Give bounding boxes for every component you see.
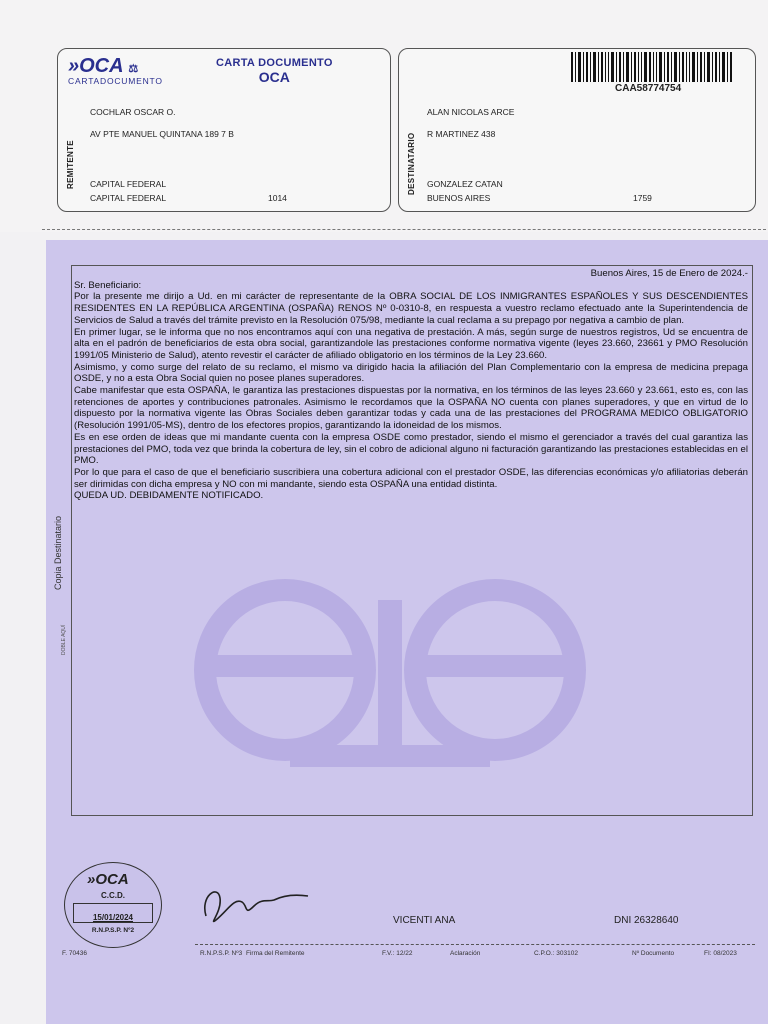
barcode (571, 52, 733, 82)
fold-label: DOBLE AQUÍ (61, 624, 67, 655)
chevron-logo-icon: » (68, 55, 80, 77)
letter-paragraph: Es en ese orden de ideas que mi mandante cuenta con la empresa OSDE como prestador, siendo el mismo el gerenciador a través del cual garantiza las prestaciones del PMO, toda vez que brinda la cobertura de ley, sin el cobro de adicional alguno ni facturación garantizando las prestaciones establecidas en el PMO. (74, 431, 748, 467)
logo-subtitle: CARTADOCUMENTO (68, 76, 163, 86)
signer-name: VICENTI ANA (393, 915, 456, 926)
recipient-name: ALAN NICOLAS ARCE (427, 107, 515, 117)
tracking-number: CAA58774754 (615, 83, 682, 94)
sender-province: CAPITAL FEDERAL (90, 193, 167, 203)
footer-aclaracion: Aclaración (450, 950, 481, 957)
oca-logo (68, 55, 163, 86)
recipient-label: DESTINATARIO (407, 132, 416, 195)
letter-body (74, 268, 748, 502)
letter-frame (71, 265, 753, 816)
footer-fi: FI: 08/2023 (704, 950, 737, 957)
recipient-address: R MARTINEZ 438 (427, 129, 496, 139)
signature-line (195, 944, 755, 945)
stamp-brand: »OCA (87, 871, 129, 888)
letter-date: Buenos Aires, 15 de Enero de 2024.- (590, 268, 748, 279)
title-line-1: CARTA DOCUMENTO (216, 57, 333, 69)
form-code: F. 70436 (62, 950, 87, 957)
letter-closing: QUEDA UD. DEBIDAMENTE NOTIFICADO. (74, 490, 264, 502)
sender-name: COCHLAR OSCAR O. (90, 107, 176, 117)
sender-box (57, 48, 391, 212)
sender-address: AV PTE MANUEL QUINTANA 189 7 B (90, 129, 234, 139)
sender-city: CAPITAL FEDERAL (90, 179, 167, 189)
signer-dni: DNI 26328640 (614, 915, 679, 926)
letter-paragraph: Por lo que para el caso de que el beneficiario suscribiera una cobertura adicional con el prestador OSDE, las diferencias económicas y/o afiliatorias deberán ser dirimidas con dicha empresa y NO con mi mandante, siendo esta OSPAÑA una entidad distinta. (74, 466, 748, 490)
envelope-header (0, 0, 768, 232)
chevron-logo-icon: » (87, 871, 96, 888)
footer-documento: Nº Documento (632, 950, 675, 957)
sender-postal-code: 1014 (268, 193, 287, 203)
scale-icon: ⚖ (128, 63, 139, 75)
letter-paragraph: Por la presente me dirijo a Ud. en mi carácter de representante de la OBRA SOCIAL DE LOS INMIGRANTES ESPAÑOLES Y SUS DESCENDIENTES RESIDENTES EN LA REPÚBLICA ARGENTINA (OSPAÑA) RENOS Nº 0-0310-8, en respuesta a vuestro reclamo efectuado ante la Superintendencia de Servicios de Salud a través del trámite previsto en la Resolución 075/98, mediante la cual reclama a su prepago por negativa a cambio de plan. (74, 291, 748, 326)
document-title (216, 57, 333, 85)
footer-firma: Firma del Remitente (246, 950, 305, 957)
letter-paragraph: Cabe manifestar que esta OSPAÑA, le garantiza las prestaciones dispuestas por la normativa, en los términos de las leyes 23.660 y 23.661, esto es, con las retenciones de aportes y contribuciones patronales. Asimismo le recordamos que la OSPAÑA NO cuenta con planes superadores, y que en virtud de lo dispuesto por la normativa vigente las Obras Sociales deben garantizar todas y cada una de las prestaciones del PROGRAMA MEDICO OBLIGATORIO (Resolución 1991/05-MS), dentro de los efectores propios, garantizando la idoneidad de los mismos. (74, 385, 748, 432)
letter-paragraph: Asimismo, y como surge del relato de su reclamo, el mismo va dirigido hacia la afiliación del Plan Complementario con la empresa de medicina prepaga OSDE, y no a esta Obra Social quien no posee planes superadores. (74, 361, 748, 385)
stamp-ccd: C.C.D. (101, 891, 125, 900)
letter-paragraph: En primer lugar, se le informa que no nos encontramos aquí con una negativa de prestación. A más, según surge de nuestros registros, Ud se encuentra de alta en el padrón de beneficiarios de esta obra social, garantizandole las prestaciones conforme normativa vigente (leyes 23.660, 23661 y PMO Resolución 1991/05 Ministerio de Salud), atento revestir el carácter de afiliado obligatorio en los términos de la Ley 23.660. (74, 326, 748, 361)
footer-rnpsp: R.N.P.S.P. Nº3 (200, 950, 243, 957)
recipient-city: GONZALEZ CATAN (427, 179, 503, 189)
recipient-postal-code: 1759 (633, 193, 652, 203)
recipient-box (398, 48, 756, 212)
stamp-rnpsp: R.N.P.S.P. Nº2 (91, 927, 135, 934)
footer-cpo: C.P.O.: 303102 (534, 950, 578, 957)
logo-brand: OCA (79, 55, 123, 77)
recipient-province: BUENOS AIRES (427, 193, 491, 203)
sender-label: REMITENTE (66, 140, 75, 189)
stamp-date: 15/01/2024 (92, 913, 134, 922)
footer-fv: F.V.: 12/22 (382, 950, 413, 957)
letter-greeting: Sr. Beneficiario: (74, 279, 142, 291)
copy-label: Copia Destinatario (53, 515, 63, 590)
title-line-2: OCA (258, 69, 290, 85)
perforation-line (42, 229, 766, 240)
handwritten-signature (198, 876, 338, 936)
postal-stamp (64, 862, 162, 948)
